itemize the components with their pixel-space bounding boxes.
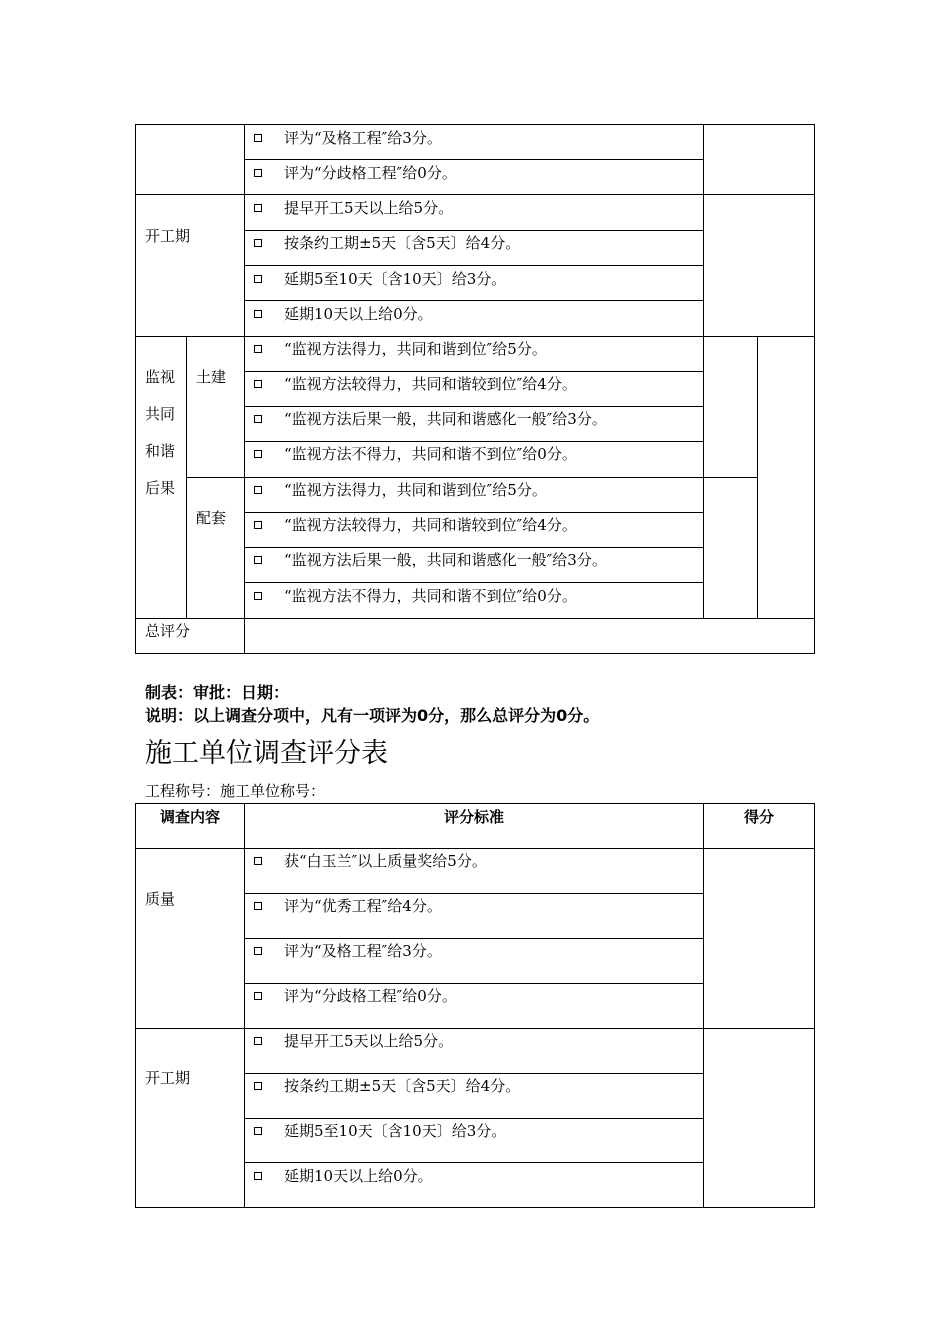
table2-score-divider: [703, 803, 704, 1208]
checkbox-icon[interactable]: [254, 204, 262, 212]
sub-label-civil: 土建: [196, 368, 227, 386]
criteria-option: 评为“及格工程″给3分。: [254, 941, 442, 961]
checkbox-icon[interactable]: [254, 1037, 262, 1045]
header-criteria: 评分标准: [443, 808, 504, 826]
table1-bottom-border: [135, 653, 815, 654]
table2-bottom-border: [135, 1207, 815, 1208]
table2-border-right: [814, 803, 815, 1208]
checkbox-icon[interactable]: [254, 415, 262, 423]
checkbox-icon[interactable]: [254, 450, 262, 458]
checkbox-icon[interactable]: [254, 380, 262, 388]
row-line: [244, 265, 704, 266]
criteria-option: 提早开工5天以上给5分。: [254, 198, 453, 218]
criteria-option: “监视方法较得力，共同和谐较到位″给4分。: [254, 374, 577, 394]
checkbox-icon[interactable]: [254, 556, 262, 564]
checkbox-icon[interactable]: [254, 521, 262, 529]
table1-top-border: [135, 124, 815, 125]
criteria-option: “监视方法较得力，共同和谐较到位″给4分。: [254, 515, 577, 535]
table2-border-left: [135, 803, 136, 1208]
criteria-option: 延期10天以上给0分。: [254, 1166, 433, 1186]
criteria-option: 延期5至10天〔含10天〕给3分。: [254, 1121, 506, 1141]
category-label-supervision-line: 监视: [145, 368, 176, 386]
category-label-schedule: 开工期: [145, 1069, 191, 1087]
criteria-option: “监视方法得力，共同和谐到位″给5分。: [254, 480, 547, 500]
row-line: [244, 582, 704, 583]
criteria-option: 按条约工期±5天〔含5天〕给4分。: [254, 233, 520, 253]
note-line: 说明：以上调查分项中，凡有一项评为0分，那么总评分为0分。: [145, 706, 600, 725]
row-line: [135, 336, 815, 337]
criteria-option: 评为“及格工程″给3分。: [254, 128, 442, 148]
row-line: [135, 1028, 815, 1029]
category-label-supervision-line: 和谐: [145, 442, 176, 460]
criteria-option: “监视方法不得力，共同和谐不到位″给0分。: [254, 444, 577, 464]
criteria-option: “监视方法不得力，共同和谐不到位″给0分。: [254, 586, 577, 606]
checkbox-icon[interactable]: [254, 239, 262, 247]
criteria-option: “监视方法后果一般，共同和谐感化一般″给3分。: [254, 409, 607, 429]
checkbox-icon[interactable]: [254, 310, 262, 318]
criteria-option: 按条约工期±5天〔含5天〕给4分。: [254, 1076, 520, 1096]
table2-top-border: [135, 803, 815, 804]
row-line: [244, 893, 704, 894]
criteria-option: 获“白玉兰″以上质量奖给5分。: [254, 851, 487, 871]
row-line: [244, 230, 704, 231]
checkbox-icon[interactable]: [254, 1127, 262, 1135]
table2-header-bottom: [135, 848, 815, 849]
row-line: [244, 1162, 704, 1163]
checkbox-icon[interactable]: [254, 486, 262, 494]
checkbox-icon[interactable]: [254, 992, 262, 1000]
criteria-option: “监视方法后果一般，共同和谐感化一般″给3分。: [254, 550, 607, 570]
table1-col-divider: [244, 124, 245, 654]
checkbox-icon[interactable]: [254, 1172, 262, 1180]
row-line: [244, 547, 704, 548]
row-line: [244, 159, 704, 160]
page-title: 施工单位调查评分表: [145, 738, 388, 769]
criteria-option: 评为“分歧格工程″给0分。: [254, 163, 457, 183]
criteria-option: “监视方法得力，共同和谐到位″给5分。: [254, 339, 547, 359]
checkbox-icon[interactable]: [254, 857, 262, 865]
row-line: [244, 983, 704, 984]
row-line: [244, 300, 704, 301]
checkbox-icon[interactable]: [254, 169, 262, 177]
row-line: [244, 371, 704, 372]
checkbox-icon[interactable]: [254, 275, 262, 283]
row-line: [244, 406, 704, 407]
table1-border-left: [135, 124, 136, 654]
row-line: [135, 194, 815, 195]
category-label-supervision-line: 后果: [145, 479, 176, 497]
checkbox-icon[interactable]: [254, 902, 262, 910]
row-line: [244, 938, 704, 939]
table1-border-right: [814, 124, 815, 654]
checkbox-icon[interactable]: [254, 1082, 262, 1090]
checkbox-icon[interactable]: [254, 947, 262, 955]
row-line: [186, 477, 758, 478]
category-label-supervision-line: 共同: [145, 405, 176, 423]
total-score-label: 总评分: [145, 622, 191, 640]
criteria-option: 延期5至10天〔含10天〕给3分。: [254, 269, 506, 289]
category-label-quality: 质量: [145, 890, 176, 908]
row-line: [244, 1118, 704, 1119]
table2-col-divider: [244, 803, 245, 1208]
checkbox-icon[interactable]: [254, 345, 262, 353]
row-line: [244, 441, 704, 442]
row-line: [244, 512, 704, 513]
row-line: [135, 618, 815, 619]
criteria-option: 提早开工5天以上给5分。: [254, 1031, 453, 1051]
sub-label-support: 配套: [196, 509, 227, 527]
header-score: 得分: [743, 808, 774, 826]
criteria-option: 评为“优秀工程″给4分。: [254, 896, 442, 916]
project-meta-line: 工程称号：施工单位称号：: [145, 782, 326, 800]
row-line: [244, 1073, 704, 1074]
criteria-option: 延期10天以上给0分。: [254, 304, 433, 324]
header-survey-content: 调查内容: [159, 808, 220, 826]
criteria-option: 评为“分歧格工程″给0分。: [254, 986, 457, 1006]
signature-line: 制表：审批：日期：: [145, 683, 290, 702]
category-label-schedule: 开工期: [145, 227, 191, 245]
checkbox-icon[interactable]: [254, 592, 262, 600]
checkbox-icon[interactable]: [254, 134, 262, 142]
